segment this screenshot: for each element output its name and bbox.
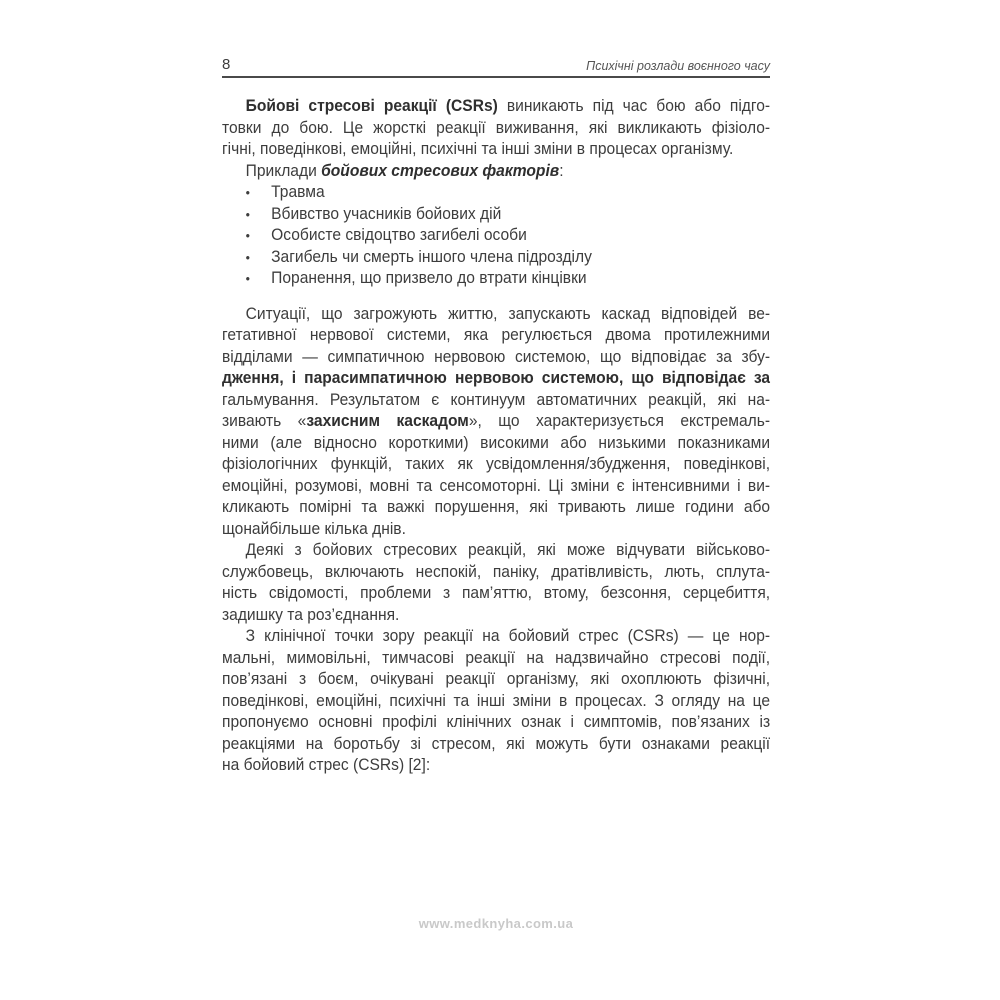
body-content xyxy=(222,96,770,777)
paragraph xyxy=(222,626,770,777)
text-line xyxy=(222,691,770,713)
text-segment: пов’язані з боєм, очікувані реакції організму, які охоплюють фізичні, xyxy=(222,670,771,688)
text-segment: кликають помірні та важкі порушення, які тривають лише години або xyxy=(222,498,771,516)
bullet-item-text: Поранення, що призвело до втрати кінцівки xyxy=(271,269,587,287)
page-number: 8 xyxy=(222,56,231,73)
text-segment: товки до бою. Це жорсткі реакції виживання, які викликають фізіоло- xyxy=(222,118,771,137)
paragraph xyxy=(222,161,770,183)
text-segment: щонайбільше кілька днів. xyxy=(222,519,406,538)
text-segment: З клінічної точки зору реакції на бойовий стрес (CSRs) — це нор- xyxy=(245,627,771,645)
text-line xyxy=(222,669,770,691)
text-line xyxy=(222,304,770,326)
text-segment: фізіологічних функцій, таких як усвідомлення/збудження, поведінкові, xyxy=(222,455,771,473)
bullet-item xyxy=(222,225,770,247)
text-segment: реакціями на боротьбу зі стресом, які можуть бути ознаками реакції xyxy=(222,734,771,753)
bullet-item-text: Загибель чи смерть іншого члена підрозділу xyxy=(271,247,592,266)
bullet-icon: • xyxy=(245,206,250,222)
text-segment: бойових стресових факторів xyxy=(321,161,560,180)
text-segment: виникають під час бою або підго- xyxy=(497,97,771,115)
paragraph xyxy=(222,304,770,541)
text-segment: службовець, включають неспокій, паніку, дратівливість, лють, сплута- xyxy=(222,562,771,581)
text-segment: на бойовий стрес (CSRs) [2]: xyxy=(222,756,431,774)
bullet-item xyxy=(222,182,770,204)
text-segment: гальмування. Результатом є континуум автоматичних реакцій, які на- xyxy=(222,390,771,409)
text-line xyxy=(222,411,770,433)
text-segment: дження, і парасимпатичною нервовою системою, що відповідає за xyxy=(222,369,771,387)
bullet-icon: • xyxy=(245,185,250,200)
footer-url: www.medknyha.com.ua xyxy=(418,916,574,931)
text-segment: ність свідомості, проблеми з пам’яттю, втому, безсоння, серцебиття, xyxy=(222,584,771,602)
text-line xyxy=(222,626,770,648)
text-line xyxy=(222,562,770,584)
text-line xyxy=(222,519,770,541)
text-line xyxy=(222,96,770,118)
text-segment: », що характеризується екстремаль- xyxy=(468,412,771,430)
text-line xyxy=(222,347,770,369)
text-segment: поведінкові, емоційні, психічні та інші зміни в процесах. З огляду на це xyxy=(222,691,771,710)
text-line xyxy=(222,497,770,519)
text-line xyxy=(222,583,770,605)
text-line xyxy=(222,734,770,756)
text-segment: гетативної нервової системи, яка регулюється двома протилежними xyxy=(222,326,771,344)
text-segment: зивають « xyxy=(222,412,307,430)
bullet-item xyxy=(222,247,770,269)
text-segment: емоційні, розумові, мовні та сенсомоторні. Ці зміни є інтенсивними і ви- xyxy=(222,476,771,495)
text-line xyxy=(222,755,770,777)
text-line xyxy=(222,161,770,183)
text-segment: ними (але відносно короткими) високими або низькими показниками xyxy=(222,433,771,452)
text-line xyxy=(222,712,770,734)
bullet-item-text: Травма xyxy=(271,183,325,201)
text-line xyxy=(222,605,770,627)
bullet-item-text: Особисте свідоцтво загибелі особи xyxy=(271,226,527,244)
text-segment: відділами — симпатичною нервовою системою, що відповідає за збу- xyxy=(222,347,771,366)
paragraph xyxy=(222,540,770,626)
text-segment: мальні, мимовільні, тимчасові реакції на надзвичайно стресові події, xyxy=(222,648,771,667)
paragraph-spacer xyxy=(222,290,770,304)
text-segment: Приклади xyxy=(245,161,322,180)
text-line xyxy=(222,325,770,347)
text-line xyxy=(222,540,770,562)
bullet-item-text: Вбивство учасників бойових дій xyxy=(271,204,502,223)
text-line xyxy=(222,454,770,476)
text-segment: пропонуємо основні профілі клінічних ознак і симптомів, пов’язаних із xyxy=(222,713,771,731)
text-line xyxy=(222,476,770,498)
text-segment: Деякі з бойових стресових реакцій, які може відчувати військово- xyxy=(245,541,771,559)
text-segment: : xyxy=(559,161,564,180)
bullet-item xyxy=(222,268,770,290)
bullet-icon: • xyxy=(245,228,250,243)
text-segment: захисним каскадом xyxy=(306,412,469,430)
text-segment: Ситуації, що загрожують життю, запускають каскад відповідей ве- xyxy=(245,304,771,323)
text-line xyxy=(222,139,770,161)
text-segment: задишку та роз’єднання. xyxy=(222,605,400,624)
bullet-item xyxy=(222,204,770,226)
text-line xyxy=(222,648,770,670)
text-line xyxy=(222,368,770,390)
bullet-icon: • xyxy=(245,271,250,286)
text-segment: Бойові стресові реакції (CSRs) xyxy=(245,97,498,115)
bullet-icon: • xyxy=(245,249,250,265)
text-segment: гічні, поведінкові, емоційні, психічні та інші зміни в процесах організму. xyxy=(222,140,734,158)
page-header xyxy=(222,57,770,78)
paragraph xyxy=(222,96,770,161)
text-line xyxy=(222,118,770,140)
text-line xyxy=(222,390,770,412)
text-line xyxy=(222,433,770,455)
running-title: Психічні розлади воєнного часу xyxy=(586,58,770,73)
bullet-list xyxy=(222,182,770,290)
